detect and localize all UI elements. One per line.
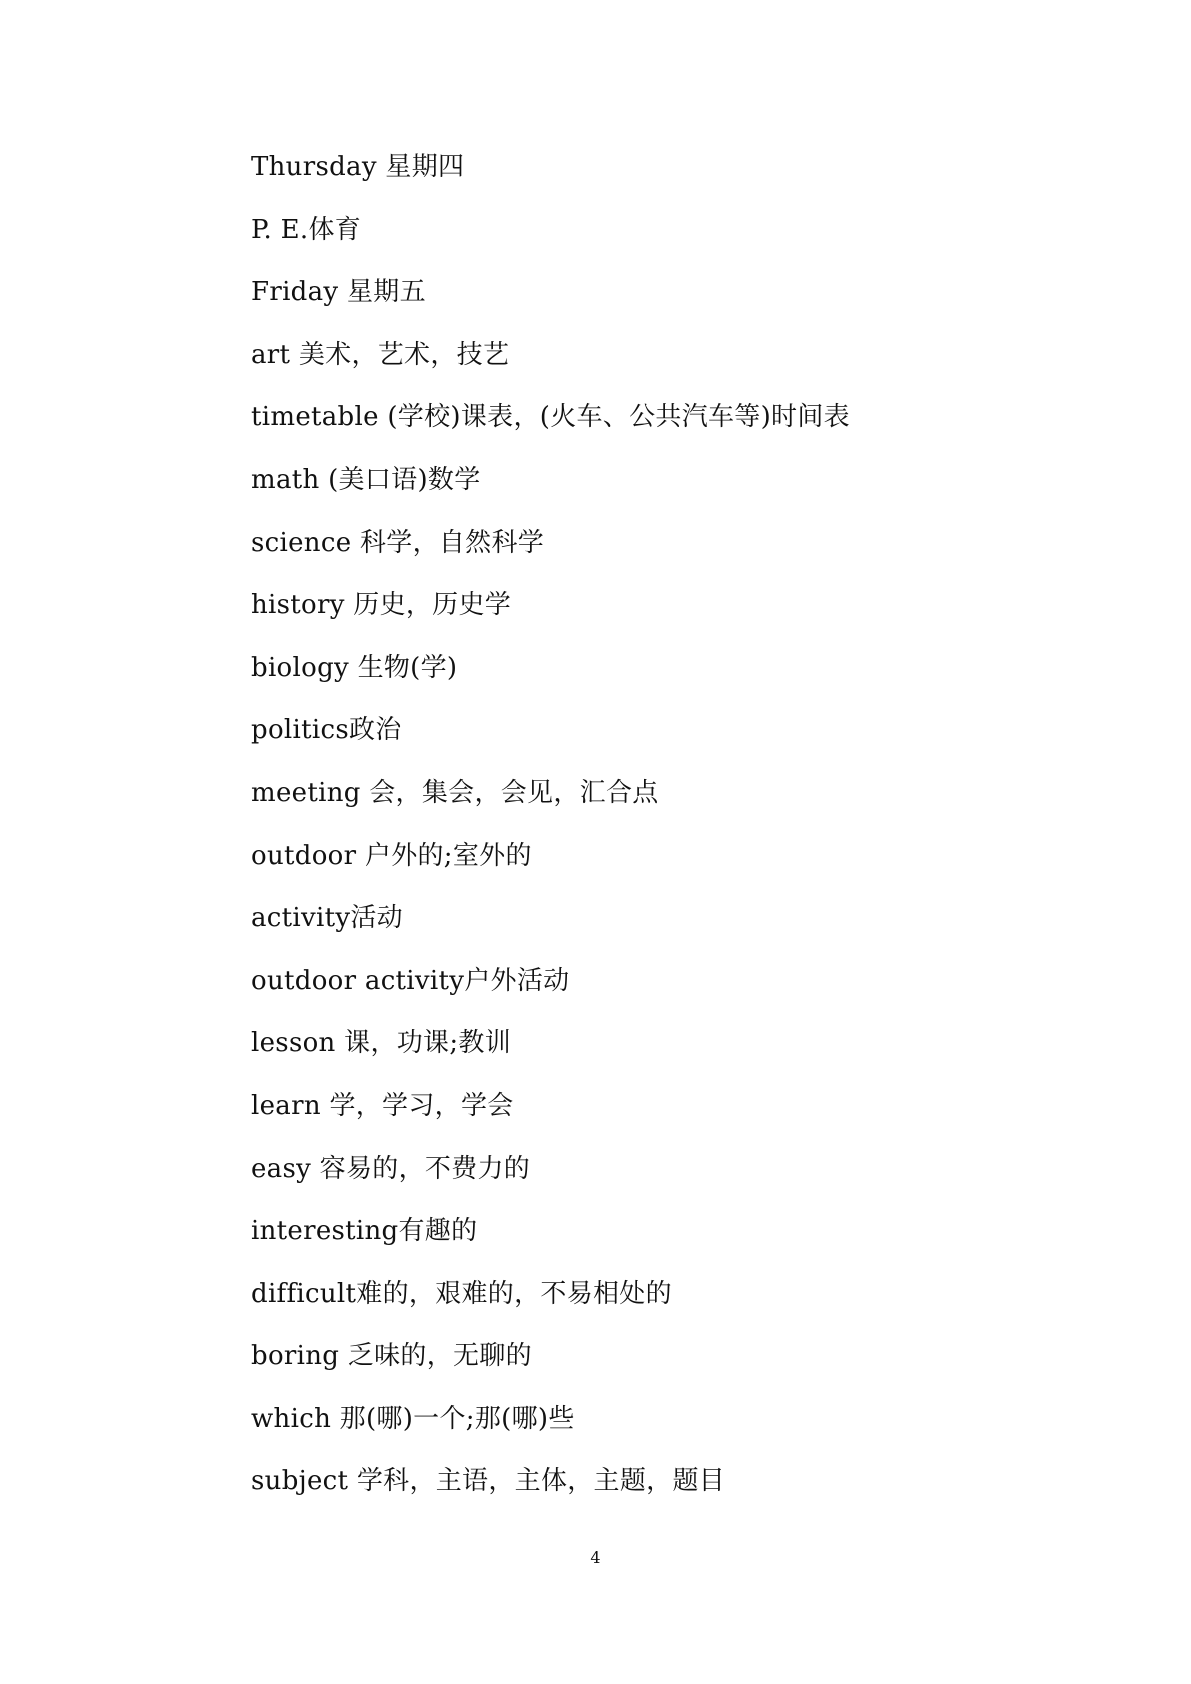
- vocab-entry: outdoor activity户外活动: [251, 965, 570, 996]
- vocab-entry: politics政治: [251, 715, 402, 746]
- vocab-entry: Friday 星期五: [251, 277, 426, 308]
- vocab-entry: activity活动: [251, 903, 403, 934]
- vocab-entry: meeting 会，集会，会见，汇合点: [251, 777, 659, 808]
- vocab-entry: biology 生物(学): [251, 652, 458, 683]
- vocab-entry: outdoor 户外的;室外的: [251, 840, 532, 871]
- vocab-entry: interesting有趣的: [251, 1216, 478, 1247]
- vocab-entry: learn 学，学习，学会: [251, 1090, 514, 1121]
- vocab-entry: timetable (学校)课表，(火车、公共汽车等)时间表: [251, 402, 850, 433]
- vocab-entry: boring 乏味的，无聊的: [251, 1341, 532, 1372]
- vocab-entry: which 那(哪)一个;那(哪)些: [251, 1403, 575, 1434]
- vocab-entry: P. E.体育: [251, 214, 362, 245]
- vocab-entry: easy 容易的，不费力的: [251, 1153, 531, 1184]
- vocab-entry: difficult难的，艰难的，不易相处的: [251, 1278, 672, 1309]
- vocab-entry: art 美术，艺术，技艺: [251, 339, 510, 370]
- vocab-entry: math (美口语)数学: [251, 464, 481, 495]
- vocabulary-list: [251, 136, 850, 1513]
- vocab-entry: lesson 课，功课;教训: [251, 1028, 512, 1059]
- vocab-entry: history 历史，历史学: [251, 590, 512, 621]
- vocab-entry: subject 学科，主语，主体，主题，题目: [251, 1466, 726, 1497]
- vocab-entry: Thursday 星期四: [251, 152, 465, 182]
- page-number: 4: [590, 1548, 601, 1567]
- vocab-entry: science 科学，自然科学: [251, 527, 545, 558]
